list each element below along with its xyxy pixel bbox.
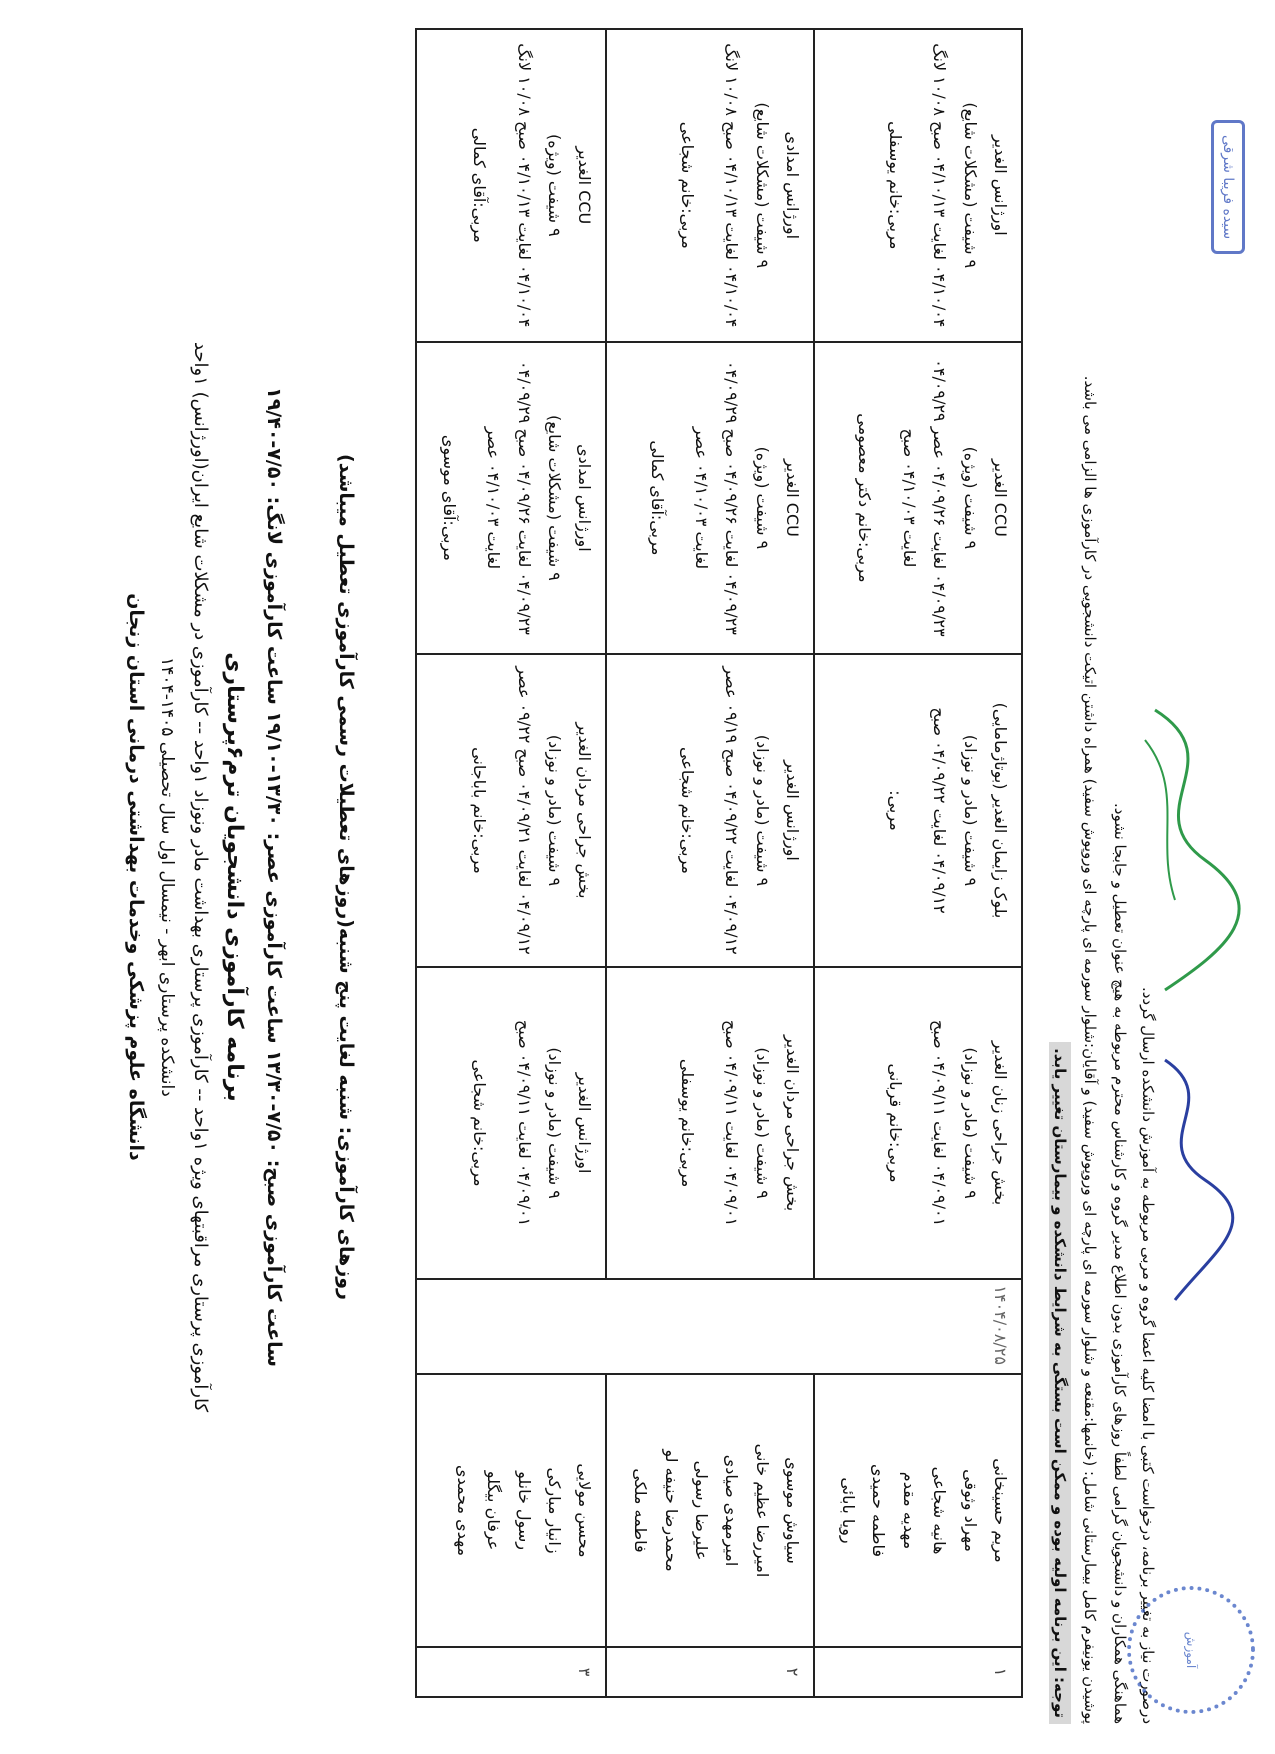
rotation-ward: اورژانس الغدیر <box>991 134 1010 236</box>
rotation-cell <box>814 654 1022 967</box>
table-row <box>814 29 1022 1697</box>
student-name: محسن مولایی <box>575 1463 595 1558</box>
rotation-cell <box>606 967 814 1280</box>
rotation-ward: CCU الغدیر <box>783 458 803 537</box>
student-name: عرفان بیگلو <box>484 1470 504 1551</box>
note-change <box>1051 30 1069 1724</box>
rotation-ward: بخش جراحی مردان الغدیر <box>783 1034 803 1212</box>
rotation-ward: اورژانس الغدیر <box>783 760 803 861</box>
student-name: مهراد وثوقی <box>960 1469 980 1552</box>
student-list <box>416 1374 606 1647</box>
rotation-cell <box>606 342 814 655</box>
university-title: دانشگاه علوم پزشکی وخدمات بهداشتی درمانی استان زنجان <box>125 593 147 1161</box>
rotation-shift: ۹ شیفت (ویژه) <box>752 446 772 550</box>
group-number: ۱ <box>814 1647 1022 1697</box>
rotation-coach: مربی:خانم قربانی <box>885 1063 905 1183</box>
rotation-cell <box>814 29 1022 342</box>
student-name: مریم حسینخانی <box>991 1458 1010 1563</box>
rotation-cell <box>606 29 814 342</box>
days-line: روزهای کارآموزی: شنبه لغایت پنج شنبه(روزهای تعطیلات رسمی کارآموزی تعطیل میباشد) <box>335 454 357 1300</box>
rotation-coach: مربی:خانم باباجانی <box>470 747 490 874</box>
note-change-text: توجه: این برنامه اولیه بوده و ممکن است بستگی به شرایط دانشکده و بیمارستان تغییر یابد. <box>1049 1042 1071 1724</box>
hours-line: ساعت کارآموزی صبح: ۷/۵۰-۱۳/۳۰ ساعت کارآموزی عصر: ۱۳/۳۰-۱۹/۱۰ ساعت کارآموزی لانگ: ۷/۵۰-۱۹/۴۰ <box>263 387 285 1367</box>
note-uniform: پوشیدن یونیفرم کامل بیمارستانی شامل: (خانمها:مقنعه و شلوار سورمه ای پارچه ای وروپوش سفید) و آقایان:شلوار سورمه ای پارچه ای وروپوش سفید) همراه داشتن اتیکت دانشجویی در کارآموزی ها الزامی می باشد. <box>1081 375 1099 1724</box>
schedule-table <box>415 28 1023 1698</box>
separator-column <box>416 1279 1022 1374</box>
rotation-cell <box>416 654 606 967</box>
rotation-coach: مربی:آقای کمالی <box>647 440 667 556</box>
separator-note: ۱۴۰۴/۰۸/۲۵ <box>991 1285 1010 1365</box>
student-list <box>814 1374 1022 1647</box>
rotation-coach: مربی:آقای موسوی <box>439 434 459 561</box>
rotation-shift: ۹ شیفت (مادر و نوزاد) <box>960 1047 980 1199</box>
rotation-ward: اورژانس الغدیر <box>575 1072 595 1174</box>
group-number: ۲ <box>606 1647 814 1697</box>
rotation-dates: ۰۴/۰۹/۱۲ لغایت ۰۴/۰۹/۲۲ صبح ۰۹/۱۹ عصر <box>722 666 742 955</box>
student-name: محمدرضا حنیفه لو <box>661 1449 681 1572</box>
rotation-ward: CCU الغدیر <box>575 146 595 225</box>
rotation-cell <box>416 342 606 655</box>
rotation-coach: مربی: <box>885 790 905 831</box>
rotation-ward: اورژانس امدادی <box>783 131 803 240</box>
rotation-cell <box>814 967 1022 1280</box>
stamp-name: سیده فریبا شرقی <box>1220 135 1236 240</box>
rotation-ward: بخش جراحی مردان الغدیر <box>575 722 595 899</box>
table-row <box>416 29 606 1697</box>
rotation-coach: مربی:خانم شجاعی <box>678 746 698 874</box>
student-name: امیررضا عظیم خانی <box>752 1443 772 1578</box>
note-request: درصورت نیاز به تغییر برنامه، درخواست کتبی با امضا کلیه اعضا گروه و مربی مربوطه به آموزش دانشکده ارسال گردد. <box>1139 986 1157 1724</box>
student-name: سیاوش موسوی <box>783 1457 803 1564</box>
rotation-dates: ۰۴/۰۹/۰۱ لغایت ۰۴/۰۹/۱۱ صبح <box>930 1019 950 1227</box>
student-name: هانیه شجاعی <box>930 1466 950 1555</box>
rotation-dates: ۰۴/۰۹/۲۳ لغایت ۰۴/۰۹/۲۶ عصر ۰۴/۰۹/۲۹ لغایت ۰۴/۱۰/۰۳ صبح <box>899 359 950 637</box>
rotation-dates: ۰۴/۰۹/۲۳ لغایت ۰۴/۰۹/۲۶ صبح ۰۴/۰۹/۲۹ لغایت ۰۴/۱۰/۰۳ عصر <box>692 361 742 635</box>
rotation-shift: ۹ شیفت (مادر و نوزاد) <box>545 734 565 887</box>
signature-icon <box>1135 1050 1245 1310</box>
rotation-cell <box>416 29 606 342</box>
rotation-dates: ۰۴/۰۹/۰۱ لغایت ۰۴/۰۹/۱۱ صبح <box>722 1019 742 1227</box>
rotation-shift: ۹ شیفت (مادر و نوزاد) <box>960 734 980 887</box>
rotation-coach: مربی:خانم یوسفلی <box>678 1058 698 1188</box>
rotation-dates: ۰۴/۰۹/۱۲ لغایت ۰۴/۰۹/۲۱ صبح ۰۹/۲۲ عصر <box>514 666 534 955</box>
student-name: رسول خانلو <box>514 1471 534 1550</box>
rotation-coach: مربی:آقای کمالی <box>470 127 490 243</box>
rotation-cell <box>416 967 606 1280</box>
rotation-shift: ۹ شیفت (ویژه) <box>545 133 565 237</box>
rotation-ward: اورژانس امدادی <box>575 444 595 552</box>
program-title: برنامه کارآموزی دانشجویان ترم۶پرستاری <box>222 652 247 1102</box>
rotation-coach: مربی:خانم دکتر معصومی <box>855 413 875 583</box>
group-number: ۳ <box>416 1647 606 1697</box>
rotation-dates: ۰۴/۱۰/۰۴ لغایت ۰۴/۱۰/۱۳ صبح ۱۰/۰۸ لانگ <box>514 43 534 328</box>
rotation-shift: ۹ شیفت (مادر و نوزاد) <box>752 734 772 887</box>
education-seal-icon <box>1127 1586 1255 1714</box>
rotation-ward: بلوک زایمان الغدیر (بوتاژمامایی) <box>991 702 1010 919</box>
rotation-dates: ۰۴/۱۰/۰۴ لغایت ۰۴/۱۰/۱۳ صبح ۱۰/۰۸ لانگ <box>930 43 950 328</box>
rotation-ward: CCU الغدیر <box>991 458 1010 537</box>
student-name: فاطمه ملکی <box>631 1468 651 1553</box>
rotation-dates: ۰۴/۰۹/۰۱ لغایت ۰۴/۰۹/۱۱ صبح <box>514 1019 534 1227</box>
rotation-shift: ۹ شیفت (مشکلات شایع) <box>752 102 772 269</box>
rotation-shift: ۹ شیفت (مشکلات شایع) <box>960 102 980 269</box>
table-row <box>606 29 814 1697</box>
rotation-shift: ۹ شیفت (مادر و نوزاد) <box>545 1047 565 1199</box>
seal-text: آموزش <box>1184 1631 1198 1669</box>
rotation-dates: ۰۴/۱۰/۰۴ لغایت ۰۴/۱۰/۱۳ صبح ۱۰/۰۸ لانگ <box>722 43 742 328</box>
rotation-shift: ۹ شیفت (مشکلات شایع) <box>545 414 565 581</box>
official-stamp <box>1211 120 1245 254</box>
rotation-coach: مربی:خانم شجاعی <box>678 121 698 249</box>
signature-icon <box>1125 700 1245 1000</box>
student-name: مهدیه مقدم <box>899 1471 919 1550</box>
student-list <box>606 1374 814 1647</box>
student-name: زانیار مبارکی <box>545 1467 565 1554</box>
student-name: امیرمهدی صیادی <box>722 1454 742 1567</box>
rotation-shift: ۹ شیفت (ویژه) <box>960 446 980 550</box>
student-name: فاطمه حمیدی <box>869 1463 889 1558</box>
rotation-cell <box>814 342 1022 655</box>
note-coordination: هماهنگی همکاران و دانشجویان گرامی لطفاً روزهای کارآموزی بدون اطلاع مدیر گروه و کارشناس محترم مربوطه به هیچ عنوان تعطیل و جابجا نشود. <box>1111 803 1129 1724</box>
rotation-shift: ۹ شیفت (مادر و نوزاد) <box>752 1047 772 1199</box>
rotation-dates: ۰۴/۰۹/۱۲ لغایت ۰۴/۰۹/۲۲ صبح <box>930 707 950 914</box>
rotation-ward: بخش جراحی زنان الغدیر <box>991 1040 1010 1206</box>
rotation-coach: مربی:خانم یوسفلی <box>885 121 905 250</box>
rotation-cell <box>606 654 814 967</box>
rotation-dates: ۰۴/۰۹/۲۳ لغایت ۰۴/۰۹/۲۶ صبح ۰۴/۰۹/۲۹ لغایت ۰۴/۱۰/۰۳ عصر <box>484 361 534 635</box>
student-name: مهدی محمدی <box>453 1464 473 1557</box>
student-name: علیرضا رسولی <box>692 1460 712 1561</box>
rotation-coach: مربی:خانم شجاعی <box>470 1059 490 1187</box>
student-name: رویا بابائی <box>839 1477 859 1544</box>
faculty-line: دانشکده پرستاری ابهر - نیمسال اول سال تحصیلی ۱۴۰۵-۱۴۰۴ <box>157 657 177 1097</box>
courses-line: کارآموزی پرستاری مراقبتهای ویژه ۱واحد -- کارآموزی پرستاری بهداشت مادر ونوزاد ۱واحد -- کارآموزی در مشکلات شایع ایران(اورژانس) ۱واحد <box>190 341 211 1413</box>
